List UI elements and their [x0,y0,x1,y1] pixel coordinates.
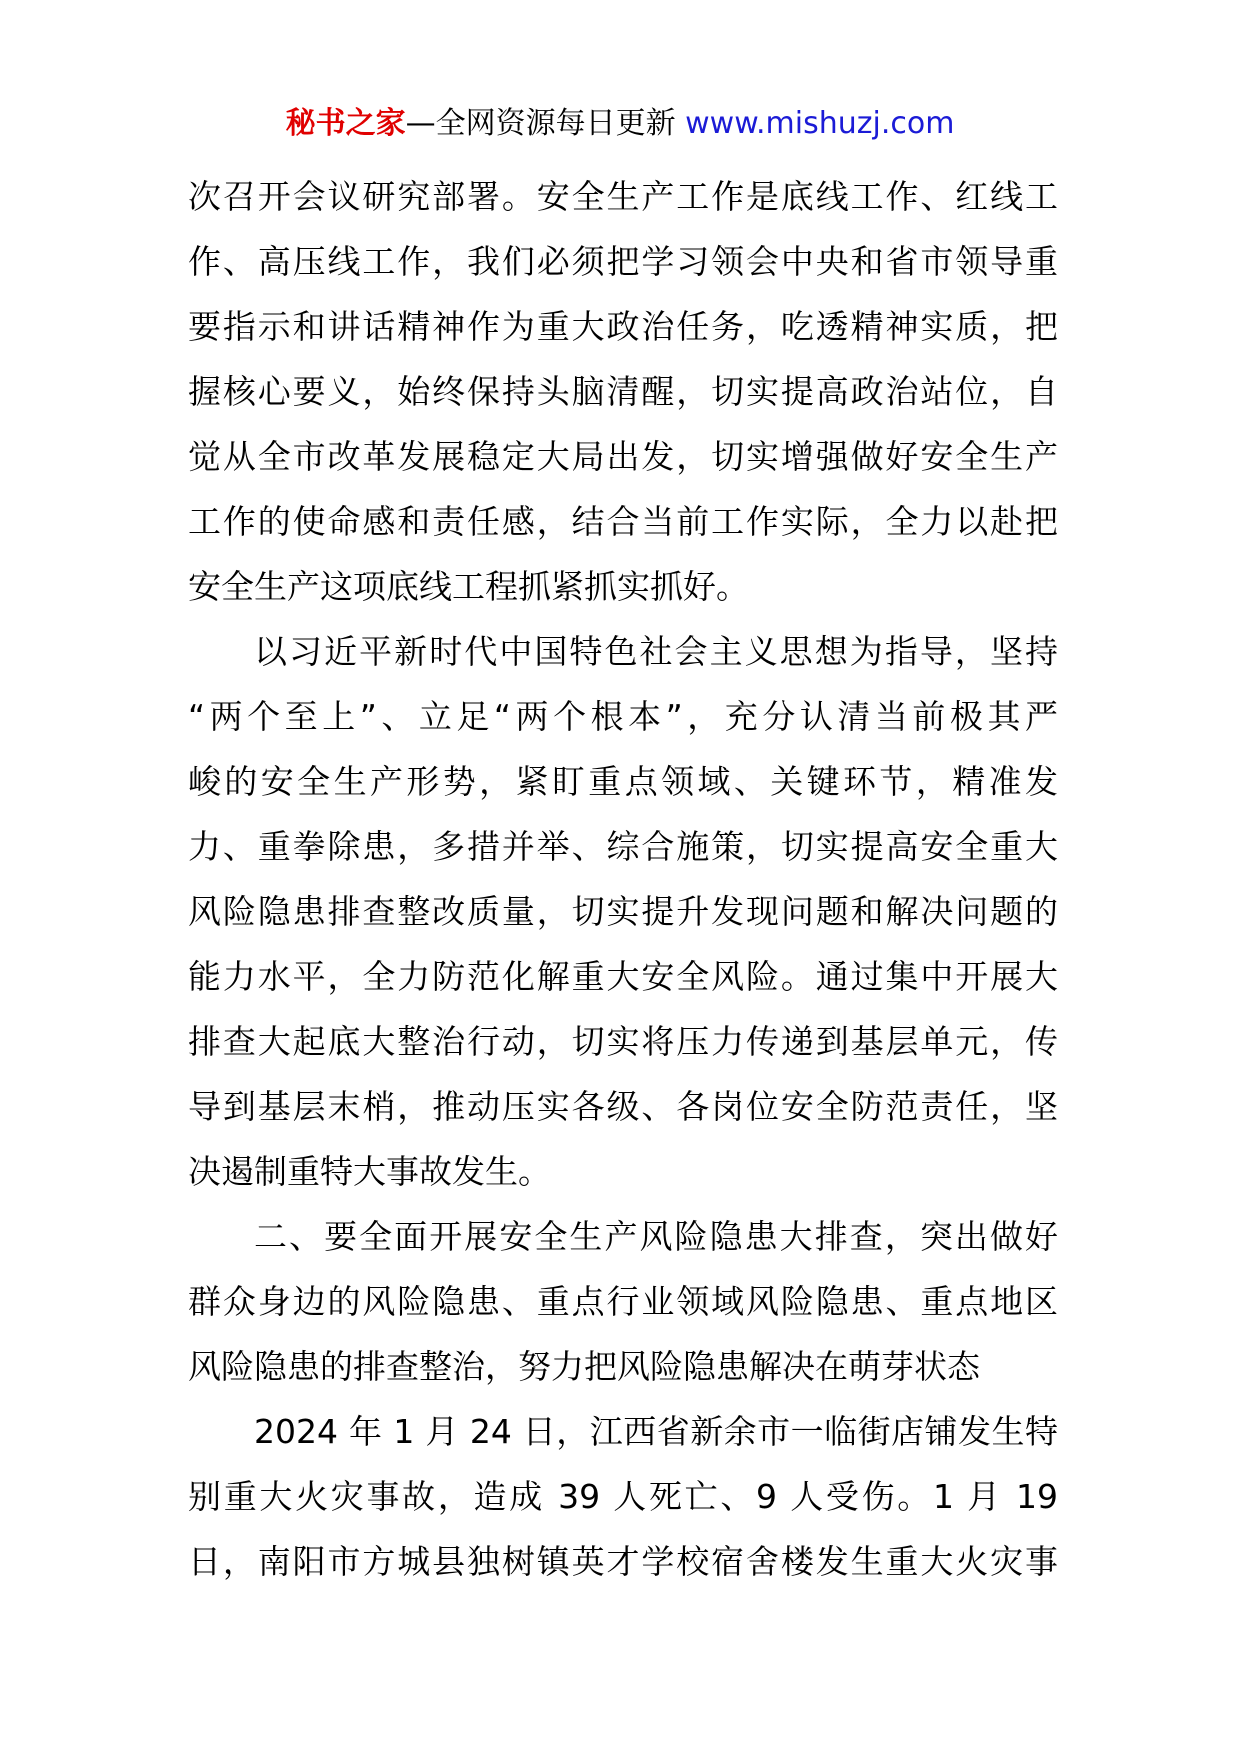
text-line: “两个至上”、立足“两个根本”，充分认清当前极其严 [188,697,1058,736]
text-line: 觉从全市改革发展稳定大局出发，切实增强做好安全生产 [188,437,1058,476]
text-line: 风险隐患的排查整治，努力把风险隐患解决在萌芽状态 [188,1347,980,1386]
text-line: 决遏制重特大事故发生。 [188,1152,551,1191]
text-line: 以习近平新时代中国特色社会主义思想为指导，坚持 [254,632,1058,671]
text-line: 日，南阳市方城县独树镇英才学校宿舍楼发生重大火灾事 [188,1542,1058,1581]
text-line: 力、重拳除患，多措并举、综合施策，切实提高安全重大 [188,827,1058,866]
site-header [0,102,1240,146]
brand-name: 秘书之家 [285,106,406,141]
site-url-link[interactable]: www.mishuzj.com [685,106,955,141]
paragraph [188,619,1058,1204]
text-line: 排查大起底大整治行动，切实将压力传递到基层单元，传 [188,1022,1058,1061]
text-line: 峻的安全生产形势，紧盯重点领域、关键环节，精准发 [188,762,1058,801]
text-line: 群众身边的风险隐患、重点行业领域风险隐患、重点地区 [188,1282,1058,1321]
text-line: 次召开会议研究部署。安全生产工作是底线工作、红线工 [188,177,1058,216]
section-heading-paragraph [188,1204,1058,1399]
text-line: 安全生产这项底线工程抓紧抓实抓好。 [188,567,749,606]
text-line: 能力水平，全力防范化解重大安全风险。通过集中开展大 [188,957,1058,996]
text-line: 别重大火灾事故，造成 39 人死亡、9 人受伤。1 月 19 [188,1477,1058,1516]
text-line: 要指示和讲话精神作为重大政治任务，吃透精神实质，把 [188,307,1058,346]
text-line: 作、高压线工作，我们必须把学习领会中央和省市领导重 [188,242,1058,281]
text-line: 风险隐患排查整改质量，切实提升发现问题和解决问题的 [188,892,1058,931]
document-body [188,164,1058,1594]
text-line: 导到基层末梢，推动压实各级、各岗位安全防范责任，坚 [188,1087,1058,1126]
paragraph [188,164,1058,619]
header-tagline: —全网资源每日更新 [405,106,676,141]
paragraph [188,1399,1058,1594]
text-line: 二、要全面开展安全生产风险隐患大排查，突出做好 [254,1217,1058,1256]
text-line: 工作的使命感和责任感，结合当前工作实际，全力以赴把 [188,502,1058,541]
text-line: 握核心要义，始终保持头脑清醒，切实提高政治站位，自 [188,372,1058,411]
text-line: 2024 年 1 月 24 日，江西省新余市一临街店铺发生特 [254,1412,1058,1451]
